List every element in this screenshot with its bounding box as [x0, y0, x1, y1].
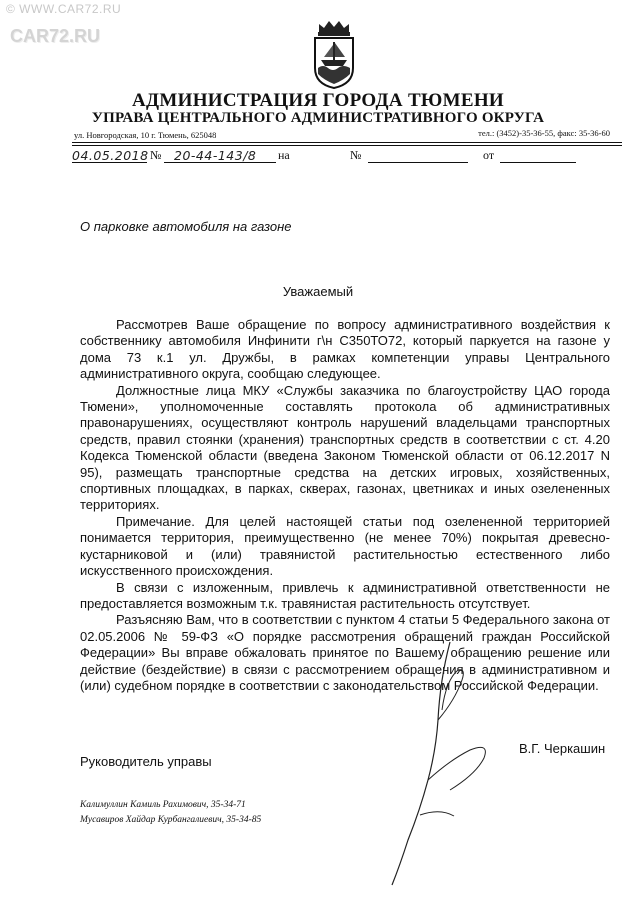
executors-block: [80, 798, 261, 828]
reg-from-label: от: [483, 148, 495, 162]
handwritten-signature-icon: [380, 640, 530, 890]
tyumen-coat-of-arms-icon: [311, 16, 357, 90]
reg-incoming-date-field: [500, 148, 576, 163]
reg-number-field: [164, 148, 276, 163]
org-phone: тел.: (3452)-35-36-55, факс: 35-36-60: [478, 128, 610, 138]
header-divider-thin: [72, 145, 622, 146]
executor-2: Мусавиров Хайдар Курбангалиевич, 35-34-85: [80, 815, 262, 825]
org-title: АДМИНИСТРАЦИЯ ГОРОДА ТЮМЕНИ: [132, 90, 504, 111]
signer-name: В.Г. Черкашин: [519, 741, 606, 756]
body-paragraph-4: В связи с изложенным, привлечь к административной ответственности не предоставляется возможным т.к. травянистая растительность отсутствует.: [80, 579, 610, 611]
letter-body: [80, 317, 610, 694]
reg-number: 20-44-143/8: [174, 148, 257, 163]
body-paragraph-3: Примечание. Для целей настоящей статьи под озелененной территорией понимается территория, преимущественно (не менее 70%) покрытая древесно-кустарниковой и (или) травянистой растительностью естественного либо искусственного происхождения.: [80, 513, 610, 579]
header-divider: [72, 142, 622, 143]
watermark-logo: CAR72.RU: [10, 26, 101, 46]
reg-no-label: №: [150, 148, 162, 162]
watermark-top: © WWW.CAR72.RU: [6, 2, 122, 16]
reg-incoming-number-field: [368, 148, 468, 163]
reg-no-label-2: №: [350, 148, 362, 162]
body-paragraph-1: Рассмотрев Ваше обращение по вопросу административного воздействия к собственнику автомобиля Инфинити г\н С350ТО72, который паркуется на газоне у дома 73 к.1 ул. Дружбы, в рамках компетенции управы Центрального административного округа, сообщаю следующее.: [80, 317, 610, 382]
org-address: ул. Новгородская, 10 г. Тюмень, 625048: [74, 130, 217, 140]
executor-1: Калимуллин Камиль Рахимович, 35-34-71: [80, 800, 246, 810]
reg-date-field: [72, 148, 147, 163]
letter-greeting: Уважаемый: [282, 284, 354, 299]
dept-title: УПРАВА ЦЕНТРАЛЬНОГО АДМИНИСТРАТИВНОГО ОКРУГА: [91, 110, 545, 126]
reg-date: 04.05.2018: [72, 148, 149, 163]
reg-on-label: на: [278, 148, 290, 162]
signer-position: Руководитель управы: [80, 754, 212, 769]
letter-subject: О парковке автомобиля на газоне: [80, 219, 292, 234]
body-paragraph-5: Разъясняю Вам, что в соответствии с пунктом 4 статьи 5 Федерального закона от 02.05.2006 № 59-ФЗ «О порядке рассмотрения обращений граждан Российской Федерации» Вы вправе обжаловать принятое по Вашему обращению решение или действие (бездействие) в связи с рассмотрением обращения в административном и (или) судебном порядке в соответствии с законодательством Российской Федерации.: [80, 612, 611, 693]
body-paragraph-2: Должностные лица МКУ «Службы заказчика по благоустройству ЦАО города Тюмени», уполномоченные составлять протокола об административных правонарушениях, осуществляют контроль нарушений владельцами транспортных средств, правил стоянки (хранения) транспортных средств в соответствии с ст. 4.20 Кодекса Тюменской области (введена Законом Тюменской области от 06.12.2017 N 95), размещать транспортные средства на детских игровых, хозяйственных, спортивных площадках, в парках, скверах, газонах, цветниках и иных озелененных территориях.: [80, 382, 610, 513]
